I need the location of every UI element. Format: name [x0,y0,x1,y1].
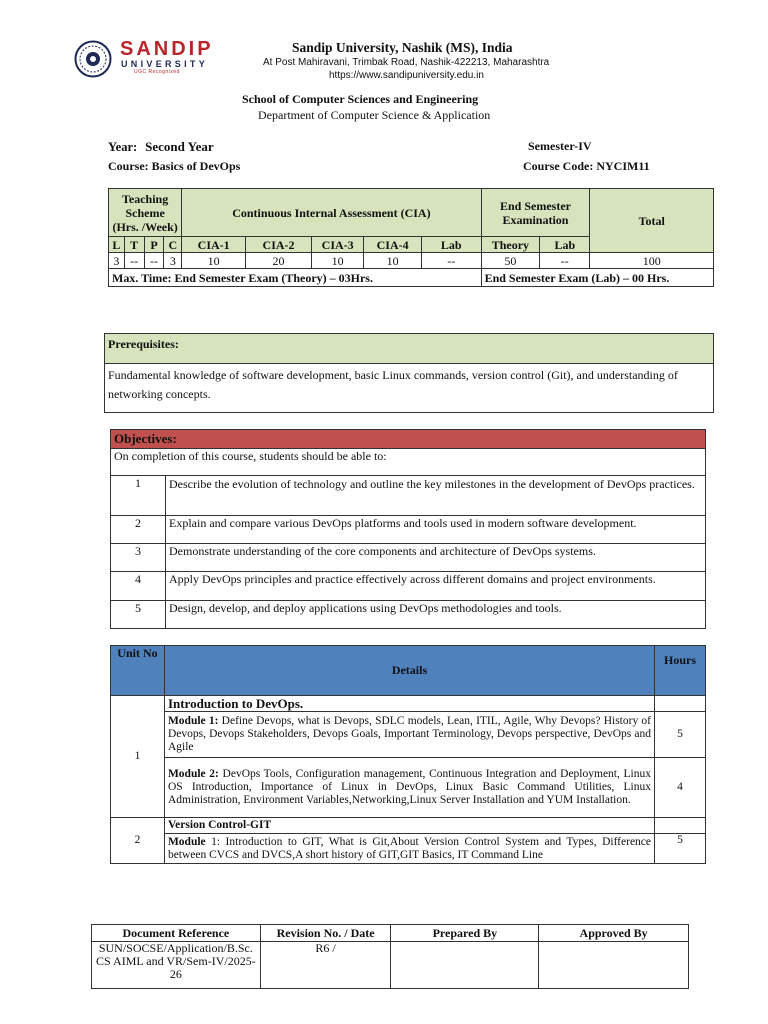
objective-number: 3 [111,544,166,572]
prepared-by-header: Prepared By [391,925,539,942]
value-cell: 10 [364,253,422,269]
logo-subtitle: UNIVERSITY [121,59,209,69]
objective-row [111,572,706,601]
hours-cell [655,818,706,834]
details-header: Details [164,646,654,696]
prepared-by-value [391,942,539,989]
logo-wordmark: SANDIP [120,38,214,60]
department-name: Department of Computer Science & Application [258,108,491,122]
module-text: Define Devops, what is Devops, SDLC models, Lean, ITIL, Agile, Why Devops? History of Devops, Devops Stakeholders, Devops Goals, Important Terminology, Devops perspective, DevOps and Agile [167,715,652,753]
objective-number: 2 [111,516,166,544]
university-address: At Post Mahiravani, Trimbak Road, Nashik-422213, Maharashtra [263,57,550,68]
seal-icon [74,40,112,78]
subheader-cell: T [124,237,144,253]
objective-text: Describe the evolution of technology and outline the key milestones in the development of DevOps practices. [166,476,706,516]
unit-title-row [111,696,706,712]
prerequisites-table [104,333,714,413]
value-cell: 10 [182,253,246,269]
end-sem-header: End Semester Examination [481,189,590,237]
value-cell: -- [421,253,481,269]
objective-row [111,601,706,629]
units-table [110,645,706,864]
cia-header: Continuous Internal Assessment (CIA) [182,189,481,237]
value-cell: 3 [164,253,182,269]
university-name: Sandip University, Nashik (MS), India [292,40,513,55]
university-logo [74,40,234,78]
objective-text: Design, develop, and deploy applications using DevOps methodologies and tools. [166,601,706,629]
subheader-cell: Theory [481,237,540,253]
max-time-theory: Max. Time: End Semester Exam (Theory) – 03Hrs. [109,269,482,287]
year-value: Second Year [145,139,214,154]
objective-number: 5 [111,601,166,629]
unit-number: 2 [111,818,165,864]
objective-text: Explain and compare various DevOps platforms and tools used in modern software development. [166,516,706,544]
unit-no-header: Unit No [111,646,165,696]
school-name: School of Computer Sciences and Engineering [242,92,479,106]
unit-title: Version Control-GIT [164,818,654,834]
module-details [164,758,654,818]
max-time-lab: End Semester Exam (Lab) – 00 Hrs. [481,269,713,287]
logo-tagline: UGC Recognized [134,69,180,75]
approved-by-header: Approved By [539,925,689,942]
objectives-list [110,475,706,629]
module-text: DevOps Tools, Configuration management, Continuous Integration and Deployment, Linux OS Introduction, Importance of Linux in DevOps, Linux Basic Command Utilities, Linux Administration, Environment Variables,Networking,Linux Server Installation and YUM Installation. [167,768,652,806]
objective-number: 4 [111,572,166,601]
doc-ref-header: Document Reference [92,925,261,942]
hours-header: Hours [655,646,706,696]
doc-ref-value: SUN/SOCSE/Application/B.Sc. CS AIML and VR/Sem-IV/2025-26 [92,942,261,989]
value-cell: -- [144,253,164,269]
subheader-cell: L [109,237,125,253]
subheader-cell: P [144,237,164,253]
total-header: Total [590,189,714,253]
objective-row [111,544,706,572]
document-reference-table [91,924,689,989]
value-cell: 10 [312,253,364,269]
subheader-cell: CIA-2 [246,237,312,253]
unit-title: Introduction to DevOps. [164,696,654,712]
course-name: Course: Basics of DevOps [108,159,241,173]
unit-title-row [111,818,706,834]
objective-text: Apply DevOps principles and practice effectively across different domains and project environments. [166,572,706,601]
teaching-scheme-table [108,188,714,287]
objectives-header-table [110,429,706,476]
module-hours: 5 [655,834,706,864]
course-code: Course Code: NYCIM11 [523,159,650,173]
subheader-cell: C [164,237,182,253]
prerequisites-text: Fundamental knowledge of software development, basic Linux commands, version control (Git), and understanding of networking concepts. [105,364,714,413]
year-label: Year: [108,140,138,154]
teaching-scheme-header: Teaching Scheme (Hrs. /Week) [109,189,182,237]
module-row [111,758,706,818]
objective-number: 1 [111,476,166,516]
unit-number: 1 [111,696,165,818]
prerequisites-title: Prerequisites: [105,334,714,364]
value-cell: 20 [246,253,312,269]
subheader-cell: Lab [421,237,481,253]
module-text: 1: Introduction to GIT, What is Git,About Version Control System and Types, Difference between CVCS and DVCS,A short history of GIT,GIT Basics, IT Command Line [167,835,652,861]
objectives-intro: On completion of this course, students should be able to: [111,449,706,476]
revision-header: Revision No. / Date [260,925,391,942]
objective-row [111,516,706,544]
module-details [164,834,654,864]
semester: Semester-IV [528,139,592,153]
value-cell: -- [124,253,144,269]
module-row [111,834,706,864]
subheader-cell: CIA-4 [364,237,422,253]
objective-text: Demonstrate understanding of the core components and architecture of DevOps systems. [166,544,706,572]
university-url[interactable]: https://www.sandipuniversity.edu.in [329,70,484,81]
subheader-cell: Lab [540,237,590,253]
subheader-cell: CIA-1 [182,237,246,253]
module-label: Module [167,835,206,848]
value-cell: 100 [590,253,714,269]
objective-row [111,476,706,516]
objectives-title: Objectives: [111,430,706,449]
subheader-cell: CIA-3 [312,237,364,253]
module-row [111,712,706,758]
module-hours: 4 [655,758,706,818]
module-label: Module 1: [167,715,219,727]
module-details [164,712,654,758]
value-cell: -- [540,253,590,269]
module-hours: 5 [655,712,706,758]
approved-by-value [539,942,689,989]
revision-value: R6 / [260,942,391,989]
value-cell: 3 [109,253,125,269]
hours-cell [655,696,706,712]
module-label: Module 2: [167,768,219,780]
value-cell: 50 [481,253,540,269]
year-line [108,139,214,155]
